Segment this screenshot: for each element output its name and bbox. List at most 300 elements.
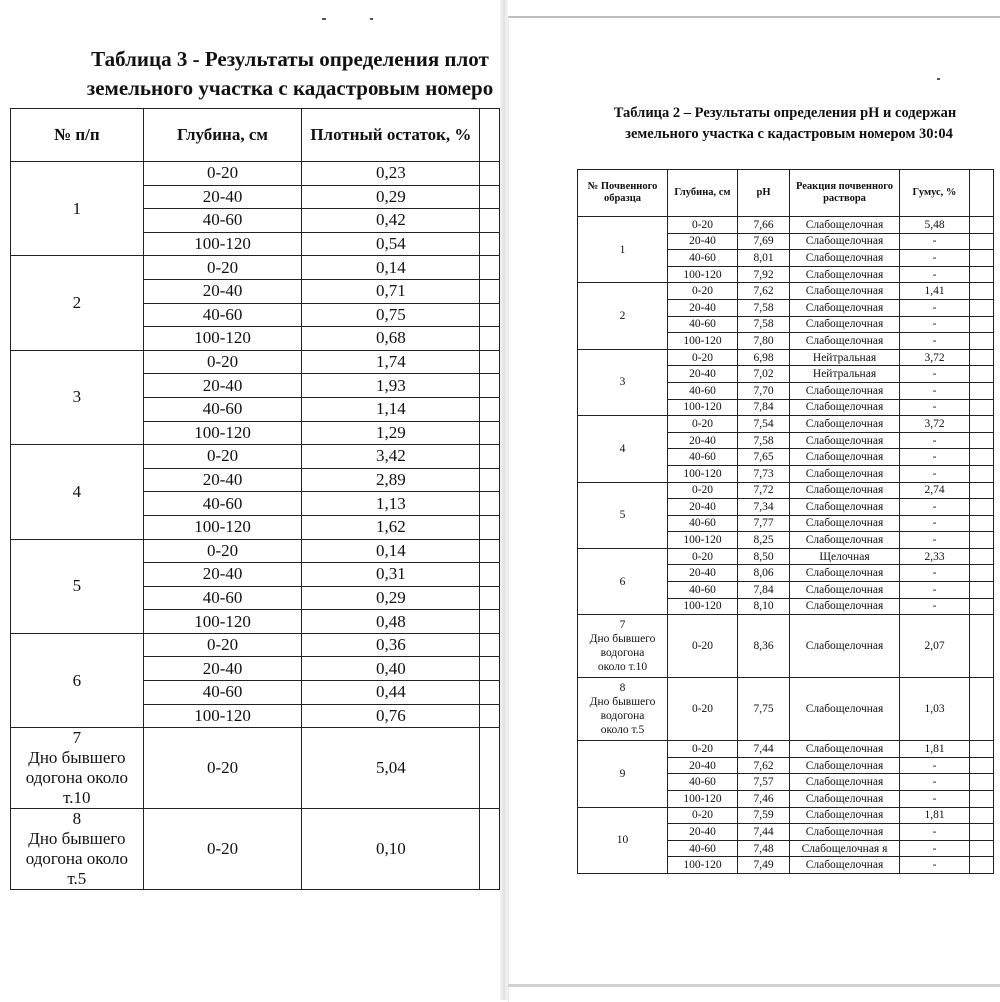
data-cell: 0,44 [302, 681, 480, 705]
table-row [11, 162, 500, 186]
data-cell: 7,48 [738, 840, 790, 857]
data-cell: 2,89 [302, 468, 480, 492]
empty-cell [970, 366, 994, 383]
header-cell: Реакция почвенного раствора [790, 170, 900, 217]
empty-cell [970, 774, 994, 791]
data-cell: 100-120 [668, 532, 738, 549]
data-cell: 0-20 [143, 633, 302, 657]
sample-number-cell: 2 [11, 256, 144, 350]
data-cell: 100-120 [143, 515, 302, 539]
empty-cell [480, 539, 500, 563]
data-cell: 40-60 [668, 316, 738, 333]
table2-body [578, 217, 994, 874]
data-cell: Слабощелочная [790, 382, 900, 399]
data-cell: Слабощелочная [790, 432, 900, 449]
data-cell: 7,62 [738, 283, 790, 300]
data-cell: Слабощелочная [790, 565, 900, 582]
data-cell: 7,80 [738, 333, 790, 350]
data-cell: Слабощелочная [790, 233, 900, 250]
data-cell: 1,14 [302, 397, 480, 421]
data-cell: 0-20 [668, 349, 738, 366]
empty-cell [970, 741, 994, 758]
data-cell: 20-40 [668, 824, 738, 841]
empty-cell [480, 209, 500, 233]
sample-number-cell: 7 Дно бывшего водогона около т.10 [578, 615, 668, 678]
data-cell: 100-120 [668, 857, 738, 874]
empty-cell [480, 633, 500, 657]
data-cell: 20-40 [668, 366, 738, 383]
data-cell: 0-20 [668, 678, 738, 741]
empty-cell [480, 657, 500, 681]
table-row [578, 678, 994, 741]
table-row [578, 741, 994, 758]
data-cell: 40-60 [668, 774, 738, 791]
data-cell: 7,73 [738, 465, 790, 482]
data-cell: 0,71 [302, 279, 480, 303]
table-row [11, 350, 500, 374]
data-cell: 2,33 [900, 548, 970, 565]
data-cell: 20-40 [143, 563, 302, 587]
table2-title: Таблица 2 – Результаты определения pH и содержан [613, 105, 957, 121]
data-cell: 40-60 [668, 515, 738, 532]
header-cell: Гумус, % [900, 170, 970, 217]
data-cell: 7,69 [738, 233, 790, 250]
empty-cell [970, 482, 994, 499]
scan-mark [370, 18, 373, 20]
data-cell: 7,44 [738, 824, 790, 841]
data-cell: Слабощелочная [790, 774, 900, 791]
data-cell: 0,76 [302, 704, 480, 728]
table3-body [11, 162, 500, 890]
empty-cell [480, 162, 500, 186]
data-cell: 0,48 [302, 610, 480, 634]
right-document-page [508, 16, 1000, 1002]
empty-cell [970, 349, 994, 366]
data-cell: 0,75 [302, 303, 480, 327]
data-cell: 7,70 [738, 382, 790, 399]
data-cell: 2,74 [900, 482, 970, 499]
table-row [11, 809, 500, 890]
empty-cell [970, 399, 994, 416]
data-cell: 40-60 [668, 582, 738, 599]
data-cell: 1,29 [302, 421, 480, 445]
header-cell: pH [738, 170, 790, 217]
sample-number-cell: 6 [11, 633, 144, 727]
empty-cell [480, 728, 500, 809]
data-cell: 0-20 [668, 548, 738, 565]
data-cell: 0-20 [668, 615, 738, 678]
data-cell: - [900, 757, 970, 774]
data-cell: Слабощелочная [790, 250, 900, 267]
data-cell: 0,14 [302, 539, 480, 563]
empty-cell [480, 586, 500, 610]
data-cell: 100-120 [668, 465, 738, 482]
table-row [11, 256, 500, 280]
data-cell: - [900, 515, 970, 532]
data-cell: 0-20 [668, 741, 738, 758]
data-cell: 100-120 [143, 421, 302, 445]
data-cell: 20-40 [668, 432, 738, 449]
empty-cell [480, 256, 500, 280]
data-cell: 40-60 [143, 209, 302, 233]
data-cell: 1,03 [900, 678, 970, 741]
data-cell: Нейтральная [790, 349, 900, 366]
data-cell: 20-40 [143, 185, 302, 209]
empty-cell [970, 615, 994, 678]
table-row [578, 416, 994, 433]
data-cell: Слабощелочная [790, 582, 900, 599]
data-cell: 7,92 [738, 266, 790, 283]
sample-number-cell: 8 Дно бывшего одогона около т.5 [11, 809, 144, 890]
data-cell: 0-20 [143, 162, 302, 186]
sample-number-cell: 5 [11, 539, 144, 633]
data-cell: Слабощелочная [790, 399, 900, 416]
table-row [11, 728, 500, 809]
data-cell: 0-20 [143, 256, 302, 280]
empty-cell [970, 824, 994, 841]
empty-cell [480, 350, 500, 374]
empty-cell [480, 421, 500, 445]
empty-cell [480, 809, 500, 890]
sample-number-cell: 3 [578, 349, 668, 415]
empty-cell [970, 840, 994, 857]
data-cell: 0-20 [668, 217, 738, 234]
empty-cell [970, 316, 994, 333]
sample-number-cell: 10 [578, 807, 668, 873]
empty-cell [970, 333, 994, 350]
table2 [577, 169, 994, 874]
data-cell: 7,34 [738, 499, 790, 516]
header-cell: № Почвенного образца [578, 170, 668, 217]
table3 [10, 108, 500, 890]
data-cell: 3,72 [900, 416, 970, 433]
sample-number-cell: 6 [578, 548, 668, 614]
data-cell: 0-20 [668, 283, 738, 300]
data-cell: 0,54 [302, 232, 480, 256]
empty-cell [480, 185, 500, 209]
data-cell: Слабощелочная [790, 857, 900, 874]
data-cell: Слабощелочная [790, 598, 900, 615]
data-cell: 0,31 [302, 563, 480, 587]
data-cell: 100-120 [143, 704, 302, 728]
table-row [11, 445, 500, 469]
data-cell: - [900, 532, 970, 549]
data-cell: 2,07 [900, 615, 970, 678]
data-cell: 40-60 [668, 449, 738, 466]
data-cell: Слабощелочная [790, 807, 900, 824]
data-cell: Слабощелочная [790, 615, 900, 678]
table-row [578, 217, 994, 234]
table-row [578, 615, 994, 678]
data-cell: 7,57 [738, 774, 790, 791]
empty-cell [970, 582, 994, 599]
data-cell: 7,84 [738, 399, 790, 416]
data-cell: - [900, 565, 970, 582]
sample-number-cell: 9 [578, 741, 668, 807]
data-cell: 100-120 [668, 399, 738, 416]
data-cell: Слабощелочная [790, 499, 900, 516]
empty-cell [480, 279, 500, 303]
empty-cell [970, 465, 994, 482]
data-cell: 20-40 [143, 468, 302, 492]
data-cell: - [900, 432, 970, 449]
table-row [11, 633, 500, 657]
sample-number-cell: 1 [11, 162, 144, 256]
table-row [578, 482, 994, 499]
data-cell: 100-120 [668, 598, 738, 615]
data-cell: 0,68 [302, 327, 480, 351]
empty-cell [970, 449, 994, 466]
data-cell: 3,72 [900, 349, 970, 366]
data-cell: Слабощелочная [790, 824, 900, 841]
data-cell: 0-20 [668, 807, 738, 824]
data-cell: 0-20 [668, 416, 738, 433]
data-cell: 40-60 [143, 681, 302, 705]
data-cell: - [900, 791, 970, 808]
data-cell: 100-120 [143, 327, 302, 351]
empty-cell [480, 704, 500, 728]
data-cell: 0,42 [302, 209, 480, 233]
page-divider [500, 0, 508, 1000]
data-cell: 0-20 [143, 350, 302, 374]
data-cell: 8,25 [738, 532, 790, 549]
data-cell: 20-40 [668, 499, 738, 516]
data-cell: 7,62 [738, 757, 790, 774]
data-cell: Слабощелочная я [790, 840, 900, 857]
data-cell: 40-60 [668, 250, 738, 267]
table3-title: Таблица 3 - Результаты определения плот [91, 47, 489, 71]
data-cell: - [900, 316, 970, 333]
scan-mark [937, 78, 940, 80]
empty-cell [970, 233, 994, 250]
sample-number-cell: 4 [11, 445, 144, 539]
data-cell: 7,77 [738, 515, 790, 532]
data-cell: 20-40 [143, 374, 302, 398]
empty-cell [970, 757, 994, 774]
data-cell: 20-40 [668, 565, 738, 582]
data-cell: 7,46 [738, 791, 790, 808]
table3-subtitle: земельного участка с кадастровым номеро [86, 76, 494, 100]
data-cell: 7,58 [738, 432, 790, 449]
data-cell: 0,10 [302, 809, 480, 890]
data-cell: 0,23 [302, 162, 480, 186]
empty-cell [970, 416, 994, 433]
empty-cell [480, 303, 500, 327]
empty-cell [480, 492, 500, 516]
data-cell: 7,75 [738, 678, 790, 741]
data-cell: Слабощелочная [790, 416, 900, 433]
data-cell: Слабощелочная [790, 678, 900, 741]
empty-cell [970, 266, 994, 283]
data-cell: 0,40 [302, 657, 480, 681]
data-cell: 7,54 [738, 416, 790, 433]
data-cell: Нейтральная [790, 366, 900, 383]
empty-cell [970, 283, 994, 300]
data-cell: 7,84 [738, 582, 790, 599]
data-cell: - [900, 233, 970, 250]
data-cell: - [900, 299, 970, 316]
data-cell: Слабощелочная [790, 791, 900, 808]
data-cell: 1,81 [900, 807, 970, 824]
empty-cell [970, 857, 994, 874]
data-cell: 40-60 [143, 303, 302, 327]
data-cell: 7,49 [738, 857, 790, 874]
data-cell: - [900, 499, 970, 516]
data-cell: 8,06 [738, 565, 790, 582]
empty-cell [970, 598, 994, 615]
data-cell: Слабощелочная [790, 333, 900, 350]
data-cell: 0,14 [302, 256, 480, 280]
data-cell: 7,66 [738, 217, 790, 234]
data-cell: 1,93 [302, 374, 480, 398]
header-cell: Глубина, см [668, 170, 738, 217]
empty-cell [480, 681, 500, 705]
data-cell: 1,62 [302, 515, 480, 539]
table-row [578, 807, 994, 824]
data-cell: 7,59 [738, 807, 790, 824]
data-cell: 100-120 [668, 333, 738, 350]
empty-cell [970, 250, 994, 267]
data-cell: Слабощелочная [790, 283, 900, 300]
data-cell: - [900, 333, 970, 350]
table-row [578, 283, 994, 300]
data-cell: - [900, 582, 970, 599]
table-row [578, 349, 994, 366]
scan-mark [322, 18, 326, 20]
data-cell: Слабощелочная [790, 449, 900, 466]
table-row [578, 548, 994, 565]
data-cell: 20-40 [668, 233, 738, 250]
data-cell: 1,41 [900, 283, 970, 300]
data-cell: 100-120 [143, 232, 302, 256]
empty-cell [970, 515, 994, 532]
data-cell: 0-20 [143, 539, 302, 563]
data-cell: Слабощелочная [790, 757, 900, 774]
data-cell: Слабощелочная [790, 316, 900, 333]
header-cell [480, 109, 500, 162]
data-cell: 7,65 [738, 449, 790, 466]
data-cell: 3,42 [302, 445, 480, 469]
empty-cell [480, 563, 500, 587]
data-cell: - [900, 857, 970, 874]
data-cell: 8,01 [738, 250, 790, 267]
data-cell: 8,50 [738, 548, 790, 565]
data-cell: Щелочная [790, 548, 900, 565]
data-cell: Слабощелочная [790, 465, 900, 482]
data-cell: 8,36 [738, 615, 790, 678]
empty-cell [480, 515, 500, 539]
data-cell: 20-40 [668, 299, 738, 316]
sample-number-cell: 8 Дно бывшего водогона около т.5 [578, 678, 668, 741]
empty-cell [970, 791, 994, 808]
empty-cell [480, 445, 500, 469]
empty-cell [970, 217, 994, 234]
empty-cell [970, 532, 994, 549]
data-cell: - [900, 465, 970, 482]
data-cell: 7,72 [738, 482, 790, 499]
data-cell: - [900, 266, 970, 283]
data-cell: 7,58 [738, 316, 790, 333]
data-cell: - [900, 598, 970, 615]
empty-cell [480, 374, 500, 398]
sample-number-cell: 4 [578, 416, 668, 482]
empty-cell [970, 565, 994, 582]
data-cell: 5,48 [900, 217, 970, 234]
empty-cell [970, 432, 994, 449]
header-cell: № п/п [11, 109, 144, 162]
data-cell: 7,02 [738, 366, 790, 383]
header-cell [970, 170, 994, 217]
table3-header-row [11, 109, 500, 162]
data-cell: 100-120 [668, 791, 738, 808]
empty-cell [970, 299, 994, 316]
empty-cell [480, 468, 500, 492]
sample-number-cell: 2 [578, 283, 668, 349]
data-cell: 40-60 [143, 586, 302, 610]
sample-number-cell: 5 [578, 482, 668, 548]
data-cell: - [900, 366, 970, 383]
data-cell: Слабощелочная [790, 266, 900, 283]
data-cell: 0,29 [302, 586, 480, 610]
data-cell: 0,36 [302, 633, 480, 657]
data-cell: 0-20 [143, 809, 302, 890]
data-cell: Слабощелочная [790, 741, 900, 758]
data-cell: 0-20 [668, 482, 738, 499]
empty-cell [480, 327, 500, 351]
sample-number-cell: 1 [578, 217, 668, 283]
data-cell: 40-60 [668, 382, 738, 399]
data-cell: 20-40 [668, 757, 738, 774]
empty-cell [970, 807, 994, 824]
data-cell: Слабощелочная [790, 482, 900, 499]
empty-cell [970, 382, 994, 399]
header-cell: Глубина, см [143, 109, 302, 162]
table2-header-row [578, 170, 994, 217]
data-cell: 40-60 [143, 492, 302, 516]
left-document-page [0, 0, 500, 1000]
data-cell: 20-40 [143, 279, 302, 303]
data-cell: - [900, 449, 970, 466]
table2-subtitle: земельного участка с кадастровым номером 30:04 [625, 126, 953, 142]
data-cell: - [900, 382, 970, 399]
data-cell: 0-20 [143, 728, 302, 809]
data-cell: 5,04 [302, 728, 480, 809]
data-cell: 1,13 [302, 492, 480, 516]
header-cell: Плотный остаток, % [302, 109, 480, 162]
data-cell: 100-120 [143, 610, 302, 634]
data-cell: 0-20 [143, 445, 302, 469]
data-cell: 1,81 [900, 741, 970, 758]
data-cell: 7,58 [738, 299, 790, 316]
data-cell: - [900, 399, 970, 416]
data-cell: 40-60 [668, 840, 738, 857]
data-cell: 7,44 [738, 741, 790, 758]
empty-cell [480, 397, 500, 421]
data-cell: - [900, 840, 970, 857]
sample-number-cell: 7 Дно бывшего одогона около т.10 [11, 728, 144, 809]
data-cell: 1,74 [302, 350, 480, 374]
data-cell: 0,29 [302, 185, 480, 209]
data-cell: - [900, 774, 970, 791]
empty-cell [970, 678, 994, 741]
empty-cell [970, 548, 994, 565]
table-row [11, 539, 500, 563]
page-edge [508, 984, 1000, 987]
data-cell: 40-60 [143, 397, 302, 421]
data-cell: 6,98 [738, 349, 790, 366]
data-cell: 8,10 [738, 598, 790, 615]
empty-cell [480, 610, 500, 634]
